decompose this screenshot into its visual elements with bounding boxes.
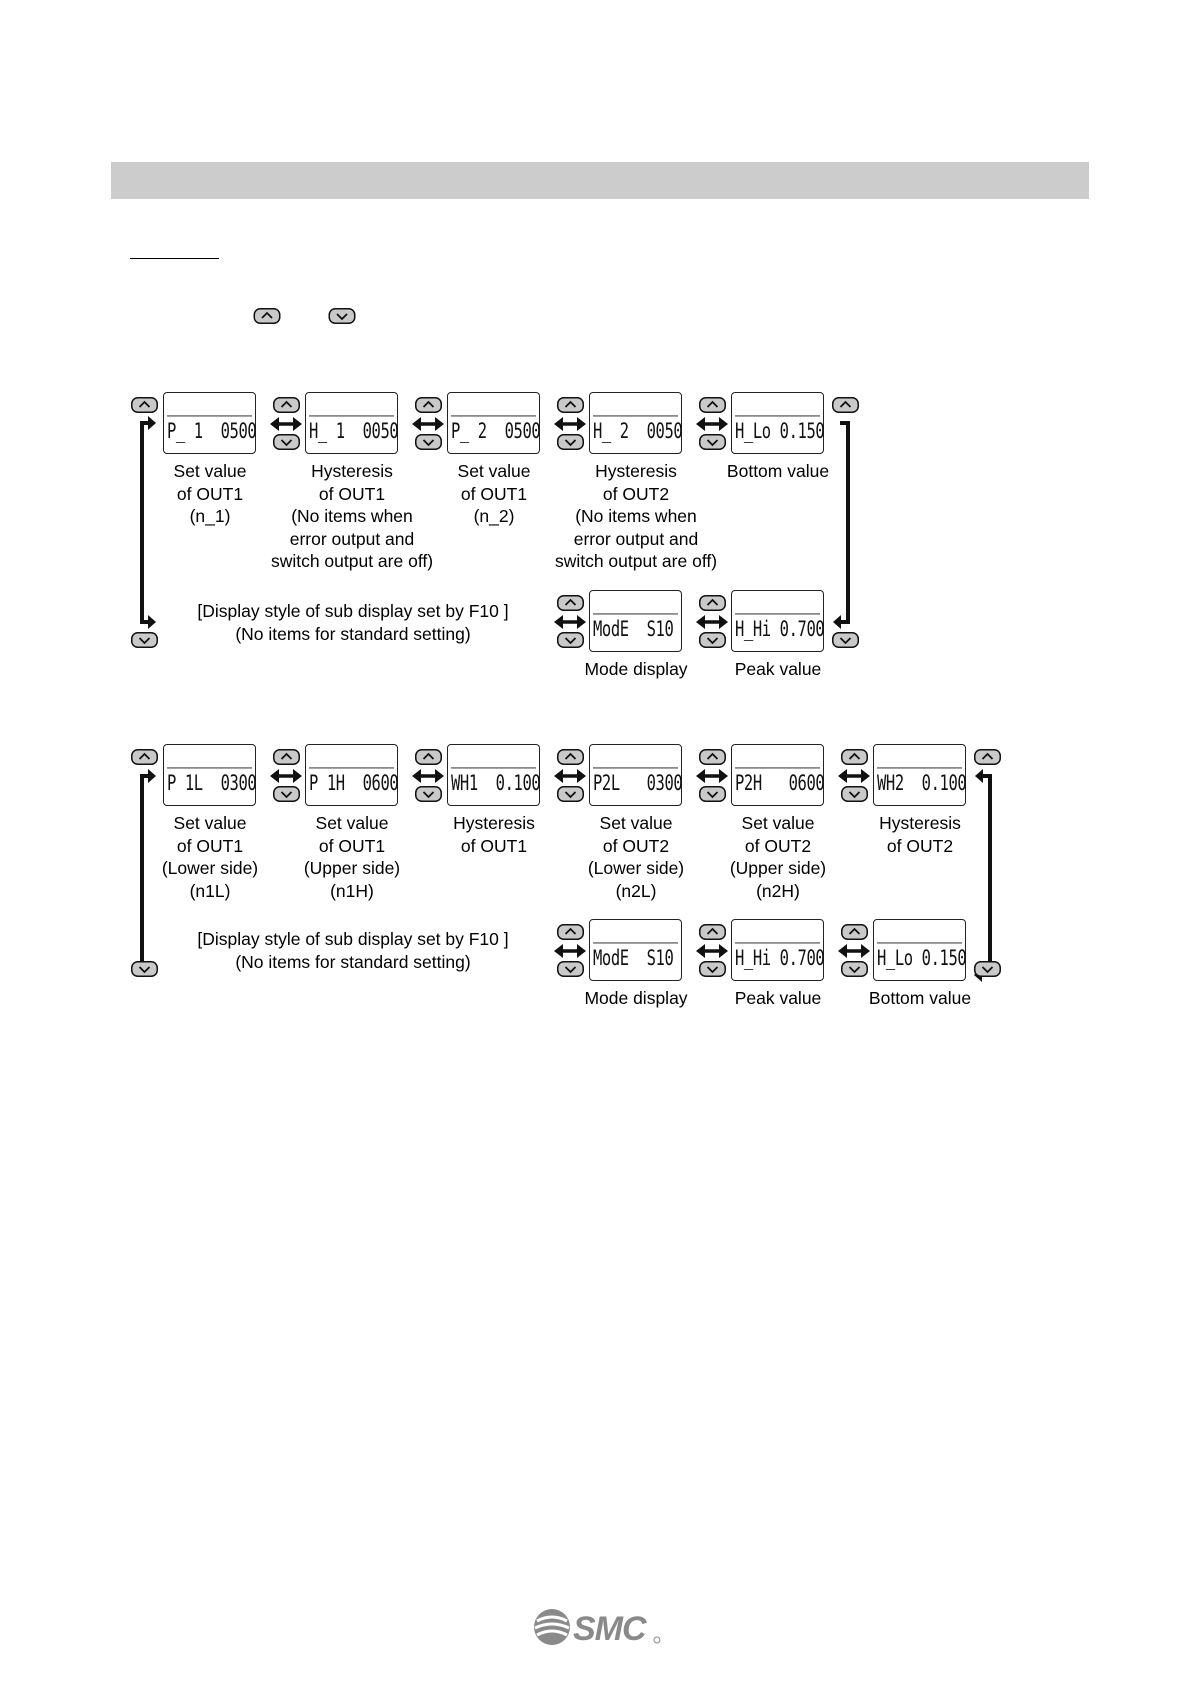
lcd-readout: WH1 0.100 [451,767,536,801]
up-key-icon [557,924,584,940]
up-key-icon [415,749,442,765]
loop-arrow-right [832,410,862,630]
down-key-icon [841,786,868,802]
down-key-icon [699,961,726,977]
lcd-readout: P2H 0600 [735,767,820,801]
lcd-readout: P2L 0300 [593,767,678,801]
screen-caption: Set value of OUT1 (Upper side) (n1H) [303,813,401,901]
screen-caption: Hysteresis of OUT1 (No items when error output and switch output are off) [270,461,434,571]
lcd-screen [305,392,398,454]
down-key-icon [273,434,300,450]
screen-caption: Hysteresis of OUT1 [453,813,535,856]
sub-display-note: [Display style of sub display set by F10 ] (No items for standard setting) [197,929,509,972]
up-key-icon [131,749,158,765]
sub-display-note: [Display style of sub display set by F10 ] (No items for standard setting) [197,601,509,644]
screen-caption: Hysteresis of OUT2 [879,813,961,856]
up-key-icon [415,397,442,413]
double-arrow-icon [412,768,444,784]
lcd-screen [447,392,540,454]
screen-caption: Mode display [584,659,688,679]
up-key-icon [557,749,584,765]
up-key-icon [131,397,158,413]
double-arrow-icon [696,614,728,630]
up-key-icon [699,924,726,940]
screen-caption: Bottom value [726,461,830,481]
down-key-icon [841,961,868,977]
up-key-icon [832,397,859,413]
lcd-screen [731,590,824,652]
lcd-readout: ModE S10 [593,942,678,976]
down-key-icon [557,632,584,648]
up-key-icon [557,397,584,413]
lcd-readout: P 1H 0600 [309,767,394,801]
lcd-screen [731,392,824,454]
screen-caption: Set value of OUT1 (Lower side) (n1L) [161,813,259,901]
down-key-icon [699,786,726,802]
up-key-icon [699,595,726,611]
lcd-readout: ModE S10 [593,613,678,647]
screen-caption: Set value of OUT2 (Upper side) (n2H) [729,813,827,901]
lcd-screen [589,744,682,806]
up-key-icon [974,749,1001,765]
down-key-icon [974,961,1001,977]
screen-caption: Bottom value [868,988,972,1008]
screen-caption: Mode display [584,988,688,1008]
logo-text: SMC [573,1610,646,1647]
double-arrow-icon [696,416,728,432]
down-key-icon [699,434,726,450]
lcd-readout: WH2 0.100 [877,767,962,801]
lcd-screen [589,919,682,981]
up-key-icon [841,749,868,765]
screen-caption: Set value of OUT2 (Lower side) (n2L) [587,813,685,901]
up-key-icon [699,749,726,765]
lcd-readout: H_Hi 0.700 [735,942,820,976]
lcd-readout: H_Hi 0.700 [735,613,820,647]
double-arrow-icon [270,768,302,784]
up-key-icon [273,749,300,765]
lcd-readout: H_Lo 0.150 [877,942,962,976]
double-arrow-icon [412,416,444,432]
lcd-readout: P_ 2 0500 [451,415,536,449]
down-key-icon [415,434,442,450]
smc-logo [533,1607,663,1652]
lcd-screen [731,919,824,981]
lcd-screen [873,744,966,806]
heading-underline [130,258,219,259]
lcd-screen [163,392,256,454]
lcd-readout: H_Lo 0.150 [735,415,820,449]
up-key-icon [699,397,726,413]
lcd-readout: P_ 1 0500 [167,415,252,449]
lcd-readout: P 1L 0300 [167,767,252,801]
down-key-icon [557,434,584,450]
screen-caption: Hysteresis of OUT2 (No items when error output and switch output are off) [554,461,718,571]
section-header-bar [111,162,1089,199]
down-key-icon [131,961,158,977]
screen-caption: Peak value [734,659,822,679]
double-arrow-icon [554,416,586,432]
double-arrow-icon [696,943,728,959]
up-key-icon [841,924,868,940]
double-arrow-icon [838,768,870,784]
screen-caption: Set value of OUT1 (n_1) [173,461,247,526]
loop-arrow-right [974,761,1004,983]
lcd-screen [873,919,966,981]
double-arrow-icon [270,416,302,432]
screen-caption: Set value of OUT1 (n_2) [457,461,531,526]
screen-caption: Peak value [734,988,822,1008]
lcd-screen [589,392,682,454]
down-button-icon [327,308,357,324]
lcd-screen [731,744,824,806]
double-arrow-icon [554,614,586,630]
down-key-icon [273,786,300,802]
down-key-icon [415,786,442,802]
double-arrow-icon [554,943,586,959]
down-key-icon [699,632,726,648]
down-key-icon [131,632,158,648]
lcd-screen [447,744,540,806]
up-button-icon [252,308,282,324]
lcd-readout: H_ 1 0050 [309,415,394,449]
down-key-icon [557,786,584,802]
lcd-screen [305,744,398,806]
up-key-icon [273,397,300,413]
down-key-icon [832,632,859,648]
double-arrow-icon [554,768,586,784]
down-key-icon [557,961,584,977]
up-key-icon [557,595,584,611]
lcd-readout: H_ 2 0050 [593,415,678,449]
lcd-screen [163,744,256,806]
lcd-screen [589,590,682,652]
double-arrow-icon [696,768,728,784]
double-arrow-icon [838,943,870,959]
